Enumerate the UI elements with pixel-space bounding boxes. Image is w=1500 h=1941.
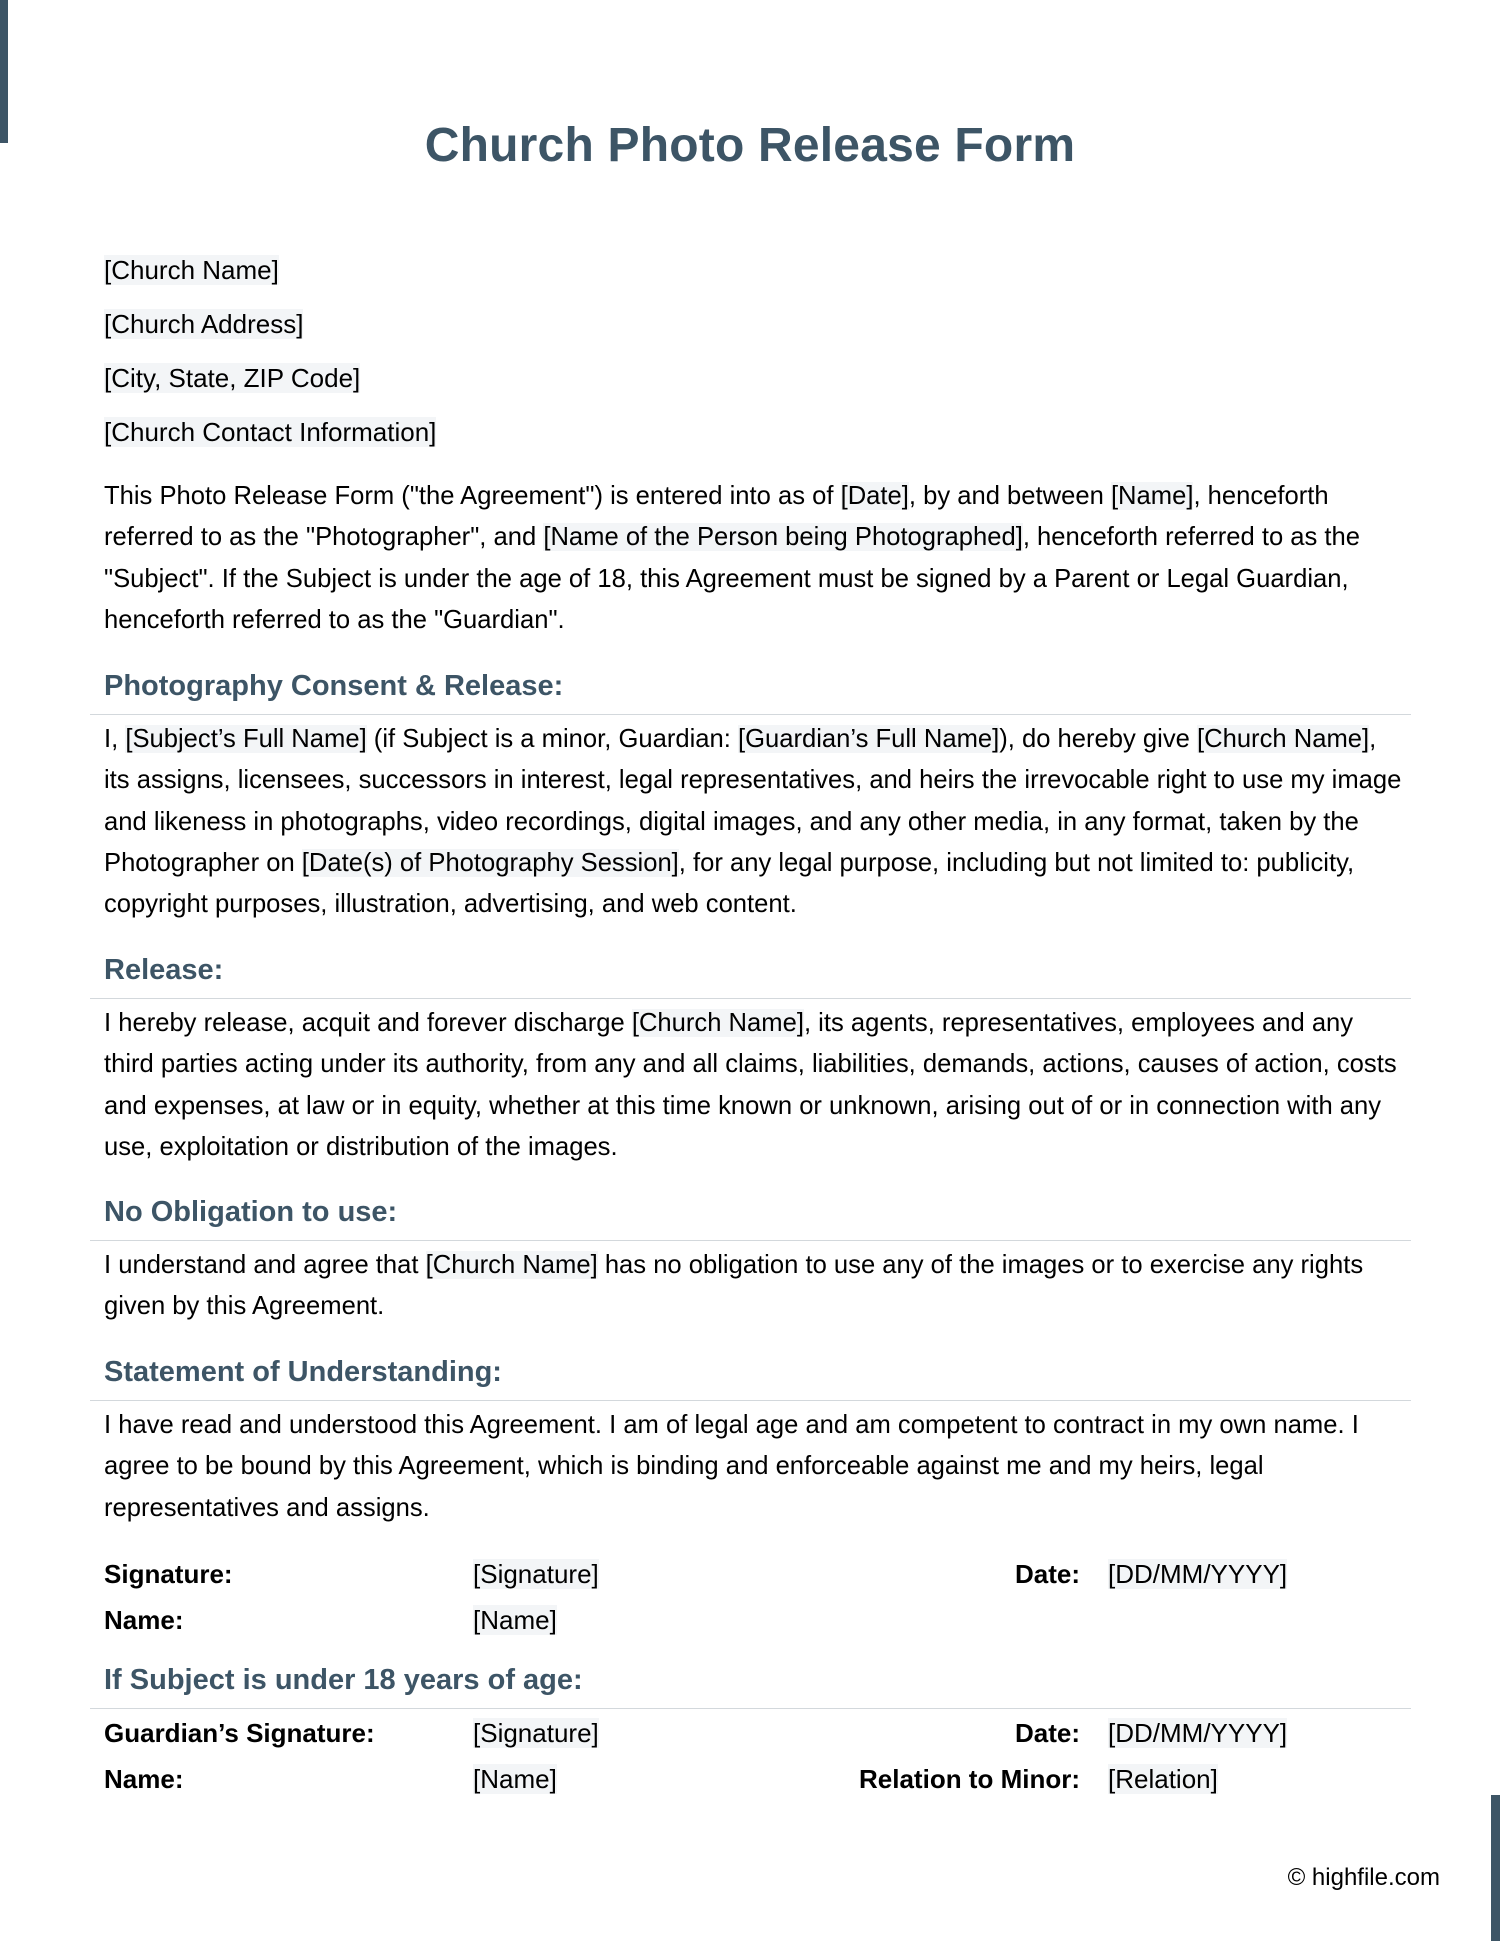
intro-text: This Photo Release Form ("the Agreement") is entered into as of xyxy=(104,482,841,510)
signature-field[interactable] xyxy=(473,1557,599,1591)
church-contact-placeholder: [Church Contact Information] xyxy=(104,417,437,447)
church-address-placeholder: [Church Address] xyxy=(104,309,304,339)
consent-heading: Photography Consent & Release: xyxy=(104,670,564,702)
guardian-date-field[interactable] xyxy=(1108,1716,1287,1750)
date-label: Date: xyxy=(1014,1559,1080,1589)
no-obligation-paragraph xyxy=(104,1245,1404,1328)
name-placeholder: [Name] xyxy=(473,1764,557,1794)
signature-placeholder: [Signature] xyxy=(473,1718,599,1748)
church-address-line xyxy=(104,307,303,341)
section-divider xyxy=(90,1240,1411,1241)
guardian-signature-field[interactable] xyxy=(473,1716,599,1750)
name-field[interactable] xyxy=(473,1603,557,1637)
consent-paragraph xyxy=(104,719,1404,925)
signature-placeholder: [Signature] xyxy=(473,1559,599,1589)
intro-text: , henceforth referred to as the "Photographer", and xyxy=(104,482,1329,552)
section-divider xyxy=(90,1708,1411,1709)
consent-text: (if Subject is a minor, Guardian: xyxy=(366,725,738,753)
intro-paragraph xyxy=(104,476,1404,641)
name-label: Name: xyxy=(104,1605,184,1635)
guardian-full-name-placeholder: [Guardian’s Full Name] xyxy=(737,725,1000,753)
church-contact-line xyxy=(104,415,436,449)
intro-text: , henceforth referred to as the "Subject". If the Subject is under the age of 18, this Agreement must be signed by a Parent or Legal Guardian, henceforth referred to as the "Guardian". xyxy=(104,523,1361,634)
church-name-line xyxy=(104,253,279,287)
consent-text: , its assigns, licensees, successors in interest, legal representatives, and heirs the irrevocable right to use my image and likeness in photographs, video recordings, digital images, and any other media, in any format, taken by the Photographer on xyxy=(104,725,1402,877)
relation-placeholder: [Relation] xyxy=(1108,1764,1218,1794)
consent-text: , for any legal purpose, including but not limited to: publicity, copyright purposes, illustration, advertising, and web content. xyxy=(104,848,1355,919)
section-divider xyxy=(90,714,1411,715)
understanding-heading: Statement of Understanding: xyxy=(104,1356,502,1388)
section-divider xyxy=(90,1400,1411,1401)
understanding-paragraph: I have read and understood this Agreement. I am of legal age and am competent to contract in my own name. I agree to be bound by this Agreement, which is binding and enforceable against me and my heirs, legal representatives and assigns. xyxy=(104,1411,1359,1522)
page-title: Church Photo Release Form xyxy=(424,119,1076,172)
session-dates-placeholder: [Date(s) of Photography Session] xyxy=(301,848,679,877)
church-name-placeholder: [Church Name] xyxy=(104,255,279,285)
name-placeholder: [Name] xyxy=(473,1605,557,1635)
photographer-name-placeholder: [Name] xyxy=(1110,482,1194,510)
no-obligation-text: I understand and agree that xyxy=(104,1251,426,1279)
subject-full-name-placeholder: [Subject’s Full Name] xyxy=(125,725,367,753)
release-text: , its agents, representatives, employees and any third parties acting under its authority, from any and all claims, liabilities, demands, actions, causes of action, costs and expenses, at law or in equity, whether at this time known or unknown, arising out of or in connection with any use, exploitation or distribution of the images. xyxy=(104,1009,1397,1161)
release-paragraph xyxy=(104,1003,1404,1168)
church-name-placeholder: [Church Name] xyxy=(631,1009,804,1037)
church-name-placeholder: [Church Name] xyxy=(425,1251,598,1279)
church-name-placeholder: [Church Name] xyxy=(1197,725,1370,753)
consent-text: ), do hereby give xyxy=(999,725,1197,753)
date-placeholder: [Date] xyxy=(840,482,909,510)
section-divider xyxy=(90,998,1411,999)
no-obligation-text: has no obligation to use any of the images or to exercise any rights given by this Agreement. xyxy=(104,1251,1364,1321)
no-obligation-heading: No Obligation to use: xyxy=(104,1196,398,1228)
guardian-signature-label: Guardian’s Signature: xyxy=(104,1718,375,1748)
city-state-zip-line xyxy=(104,361,360,395)
decorative-edge-bar-bottom xyxy=(1491,1795,1500,1941)
relation-label: Relation to Minor: xyxy=(859,1764,1080,1794)
minor-heading: If Subject is under 18 years of age: xyxy=(104,1664,583,1696)
guardian-name-field[interactable] xyxy=(473,1762,557,1796)
intro-text: , by and between xyxy=(908,482,1111,510)
date-placeholder: [DD/MM/YYYY] xyxy=(1108,1559,1288,1589)
guardian-date-label: Date: xyxy=(1014,1718,1080,1748)
relation-field[interactable] xyxy=(1108,1762,1218,1796)
guardian-name-label: Name: xyxy=(104,1764,184,1794)
signature-label: Signature: xyxy=(104,1559,233,1589)
date-field[interactable] xyxy=(1108,1557,1287,1591)
release-heading: Release: xyxy=(104,954,224,986)
subject-name-placeholder: [Name of the Person being Photographed] xyxy=(543,523,1023,552)
date-placeholder: [DD/MM/YYYY] xyxy=(1108,1718,1288,1748)
release-text: I hereby release, acquit and forever discharge xyxy=(104,1009,632,1037)
consent-text: I, xyxy=(104,725,126,753)
city-state-zip-placeholder: [City, State, ZIP Code] xyxy=(104,363,361,393)
footer-copyright: © highfile.com xyxy=(1287,1864,1440,1891)
